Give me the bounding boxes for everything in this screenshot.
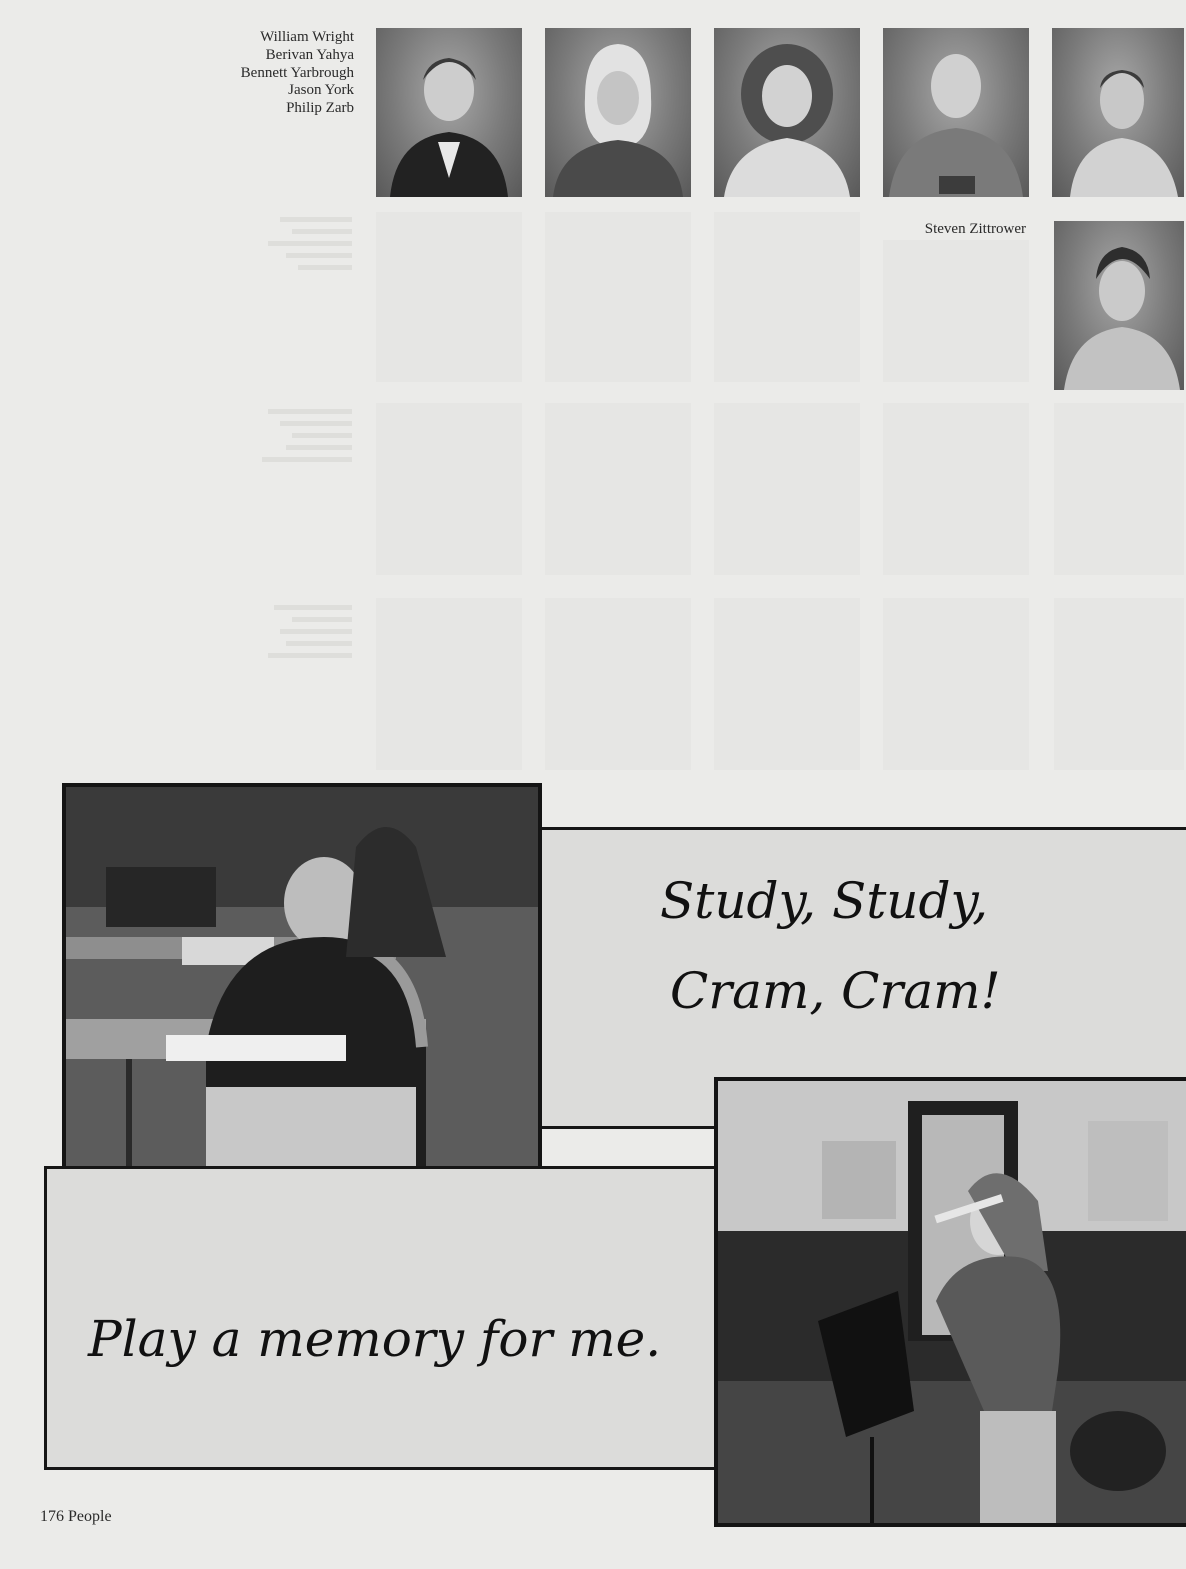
ghost-block (376, 598, 522, 770)
ghost-block (376, 403, 522, 575)
caption-study-line-1: Study, Study, (660, 872, 989, 930)
caption-study-line-2: Cram, Cram! (670, 962, 1001, 1020)
section-name: People (68, 1508, 112, 1525)
student-portrait (714, 28, 860, 197)
student-name: Steven Zittrower (924, 221, 1026, 237)
ghost-block (883, 240, 1029, 382)
student-name: William Wright (260, 29, 354, 45)
ghost-block (545, 212, 691, 382)
student-portrait (1054, 221, 1184, 390)
ghost-block (883, 403, 1029, 575)
student-name: Berivan Yahya (265, 46, 354, 63)
ghost-block (376, 212, 522, 382)
student-name: Bennett Yarbrough (240, 64, 354, 81)
ghost-block (883, 598, 1029, 770)
ghost-block (545, 598, 691, 770)
student-portrait (1052, 28, 1184, 197)
student-portrait (376, 28, 522, 197)
student-name: Jason York (288, 82, 354, 99)
page-folio (40, 1508, 112, 1526)
ghost-text (232, 210, 352, 270)
ghost-block (714, 598, 860, 770)
ghost-block (545, 403, 691, 575)
flute-player-photo (714, 1077, 1186, 1527)
caption-memory: Play a memory for me. (88, 1310, 662, 1368)
student-studying-photo (62, 783, 542, 1229)
ghost-text (232, 402, 352, 462)
ghost-block (1054, 598, 1184, 770)
page-number: 176 (40, 1508, 64, 1525)
student-portrait (545, 28, 691, 197)
ghost-text (232, 598, 352, 658)
student-name-list (150, 29, 354, 118)
student-name: Philip Zarb (286, 100, 354, 117)
ghost-block (1054, 403, 1184, 575)
student-portrait (883, 28, 1029, 197)
ghost-block (714, 403, 860, 575)
